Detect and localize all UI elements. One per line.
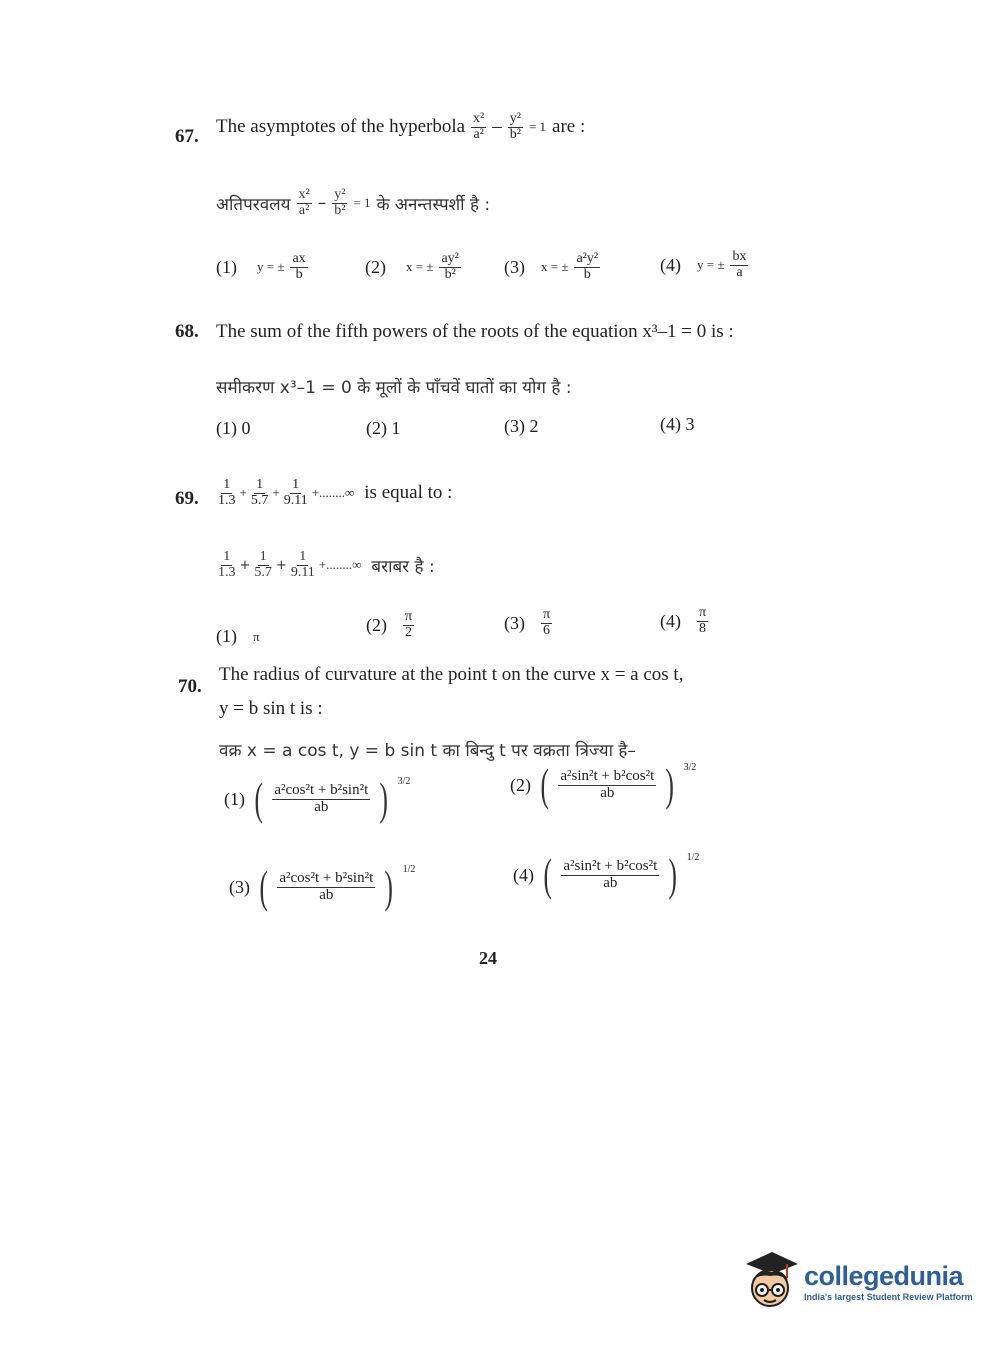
question-67-tail: are : (552, 116, 586, 138)
question-70-hindi: वक्र x = a cos t, y = b sin t का बिन्दु t पर वक्रता त्रिज्या है– (219, 741, 636, 761)
brand-name: collegedunia (804, 1260, 964, 1291)
q67-option-1: (1) y = ± $\frac{ax}{b}$ (216, 251, 306, 282)
q69-option-4: (4) $\frac{\pi}{8}$ (660, 605, 707, 636)
q70-option-3: (3) ( $\frac{\text{a²cos²t + b²sin²t}}{ab}$ ) 1/2 (229, 861, 416, 912)
brand-logo (742, 1250, 973, 1312)
question-69-hindi-tail: बराबर है : (371, 556, 435, 577)
question-67-hindi: अतिपरवलय $\frac{\text{x²}}{\text{a²}}$ – $\frac{\text{y²}}{\text{b²}}$ = 1 के अनन्तस्पर्शी है : (216, 187, 491, 218)
q68-option-2: (2) 1 (366, 418, 401, 438)
question-number-70: 70. (178, 676, 202, 697)
page-number: 24 (479, 948, 497, 968)
question-number-69: 69. (175, 488, 199, 509)
question-67-hindi-stem: अतिपरवलय (216, 194, 291, 215)
question-69-hindi: $\frac{1}{1.3}$ + $\frac{1}{5.7}$ + $\frac{1}{9.11}$ +........∞ बराबर है : (218, 549, 435, 580)
hyperbola-x-term: $\frac{\text{x²}}{\text{a²}}$ (473, 111, 485, 142)
q70-option-2: (2) ( $\frac{\text{a²sin²t + b²cos²t}}{ab}$ ) 3/2 (510, 759, 697, 810)
q70-option-4: (4) ( $\frac{\text{a²sin²t + b²cos²t}}{ab}$ ) 1/2 (513, 849, 700, 900)
q69-option-3: (3) $\frac{\pi}{6}$ (504, 607, 551, 638)
question-68-text: The sum of the fifth powers of the roots of the equation x³–1 = 0 is : (216, 321, 734, 342)
q68-option-4: (4) 3 (660, 414, 695, 434)
q67-option-2: (2) x = ± $\frac{\text{ay²}}{\text{b²}}$ (365, 251, 459, 282)
q68-option-3: (3) 2 (504, 416, 539, 436)
question-67-hindi-tail: के अनन्तस्पर्शी है : (376, 194, 491, 215)
question-number-67: 67. (175, 126, 199, 147)
question-70-line-1: The radius of curvature at the point t on the curve x = a cos t, (219, 664, 684, 685)
question-number-68: 68. (175, 321, 199, 342)
q68-option-1: (1) 0 (216, 418, 251, 438)
question-69-tail: is equal to : (364, 482, 453, 504)
q69-option-2: (2) $\frac{\pi}{2}$ (366, 609, 413, 640)
hyperbola-rhs: = 1 (528, 119, 547, 135)
question-67-text: The asymptotes of the hyperbola $\frac{\text{x²}}{\text{a²}}$ – $\frac{\text{y²}}{\text{b²}}$ = 1 are : (216, 111, 586, 142)
q67-option-3: (3) x = ± $\frac{\text{a²y²}}{b}$ (504, 251, 599, 282)
hyperbola-y-term: $\frac{\text{y²}}{\text{b²}}$ (509, 111, 521, 142)
q70-option-1: (1) ( $\frac{\text{a²cos²t + b²sin²t}}{ab}$ ) 3/2 (224, 773, 411, 824)
question-69-text: $\frac{1}{1.3}$ + $\frac{1}{5.7}$ + $\frac{1}{9.11}$ +........∞ is equal to : (218, 477, 453, 508)
question-67-stem: The asymptotes of the hyperbola (216, 116, 466, 138)
mascot-icon (742, 1250, 798, 1312)
q69-option-1: (1) π (216, 626, 260, 646)
q67-option-4: (4) y = ± $\frac{bx}{a}$ (660, 249, 747, 280)
question-70-line-2: y = b sin t is : (219, 698, 323, 719)
question-68-hindi: समीकरण x³–1 = 0 के मूलों के पाँचवें घातों का योग है : (216, 378, 572, 398)
brand-tagline: India's largest Student Review Platform (804, 1291, 973, 1302)
